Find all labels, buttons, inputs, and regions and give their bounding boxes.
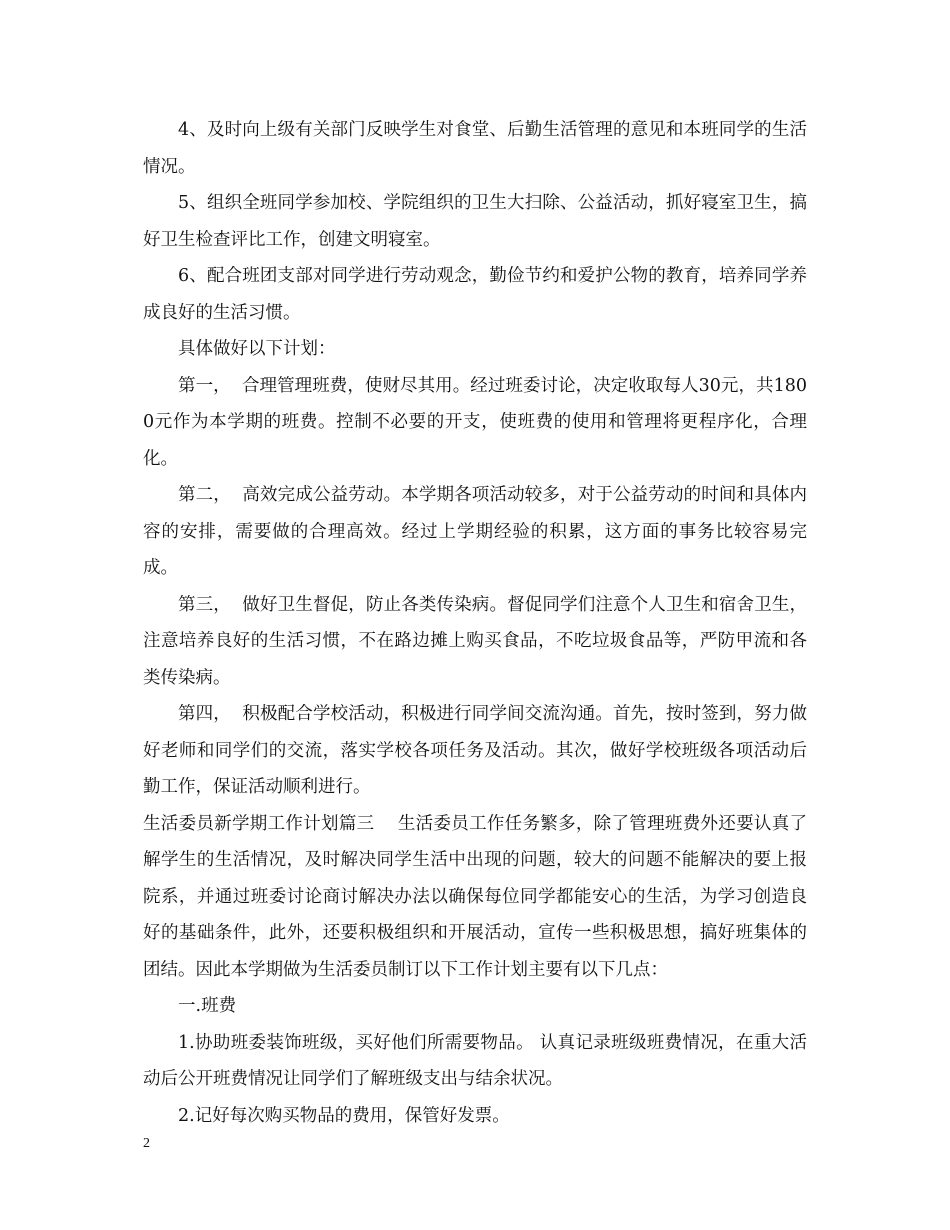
plan-second: 第二， 高效完成公益劳动。本学期各项活动较多，对于公益劳动的时间和具体内容的安排，需要做的合理高效。经过上学期经验的积累，这方面的事务比较容易完成。: [143, 485, 807, 578]
paragraph-item-4: 4、及时向上级有关部门反映学生对食堂、后勤生活管理的意见和本班同学的生活情况。: [143, 120, 807, 177]
page-number: 2: [143, 1136, 150, 1151]
class-fee-item-2: 2.记好每次购买物品的费用，保管好发票。: [178, 1105, 510, 1126]
document-body: [143, 112, 807, 1134]
plan-heading: 具体做好以下计划：: [178, 339, 336, 359]
plan-first: 第一， 合理管理班费，使财尽其用。经过班委讨论，决定收取每人30元，共1800元作为本学期的班费。控制不必要的开支，使班费的使用和管理将更程序化，合理化。: [143, 375, 807, 469]
plan-third: 第三， 做好卫生督促，防止各类传染病。督促同学们注意个人卫生和宿舍卫生，注意培养良好的生活习惯，不在路边摊上购买食品，不吃垃圾食品等，严防甲流和各类传染病。: [143, 594, 807, 688]
plan-fourth: 第四， 积极配合学校活动，积极进行同学间交流沟通。首先，按时签到，努力做好老师和同学们的交流，落实学校各项任务及活动。其次，做好学校班级各项活动后勤工作，保证活动顺利进行。: [143, 704, 807, 797]
class-fee-item-1: 1.协助班委装饰班级，买好他们所需要物品。 认真记录班级班费情况，在重大活动后公开班费情况让同学们了解班级支出与结余状况。: [143, 1032, 807, 1089]
class-fee-heading: 一.班费: [178, 996, 237, 1016]
section-three-intro: 生活委员新学期工作计划篇三 生活委员工作任务繁多，除了管理班费外还要认真了解学生的生活情况，及时解决同学生活中出现的问题，较大的问题不能解决的要上报院系，并通过班委讨论商讨解决办法以确保每位同学都能安心的生活，为学习创造良好的基础条件，此外，还要积极组织和开展活动，宣传一些积极思想，搞好班集体的团结。因此本学期做为生活委员制订以下工作计划主要有以下几点：: [143, 813, 807, 980]
paragraph-item-6: 6、配合班团支部对同学进行劳动观念，勤俭节约和爱护公物的教育，培养同学养成良好的生活习惯。: [143, 266, 807, 323]
paragraph-item-5: 5、组织全班同学参加校、学院组织的卫生大扫除、公益活动，抓好寝室卫生，搞好卫生检查评比工作，创建文明寝室。: [143, 193, 807, 250]
